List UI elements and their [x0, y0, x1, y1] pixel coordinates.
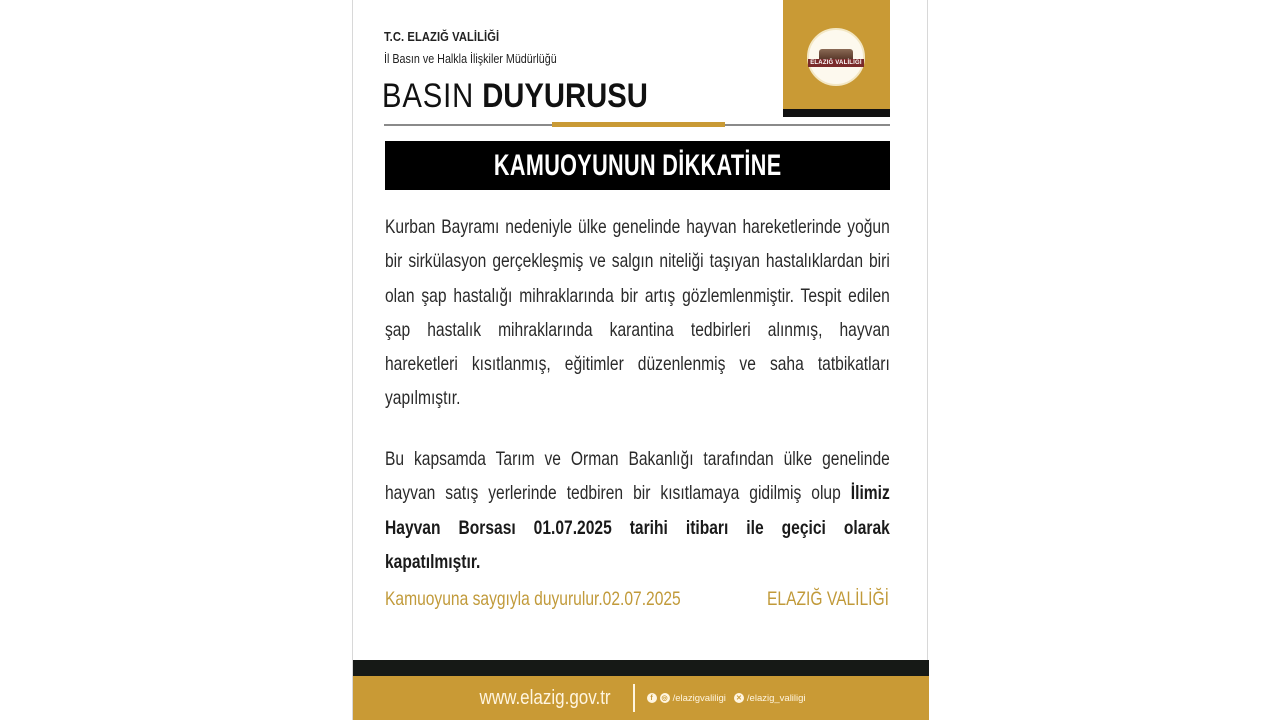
social-handle-x[interactable]: /elazig_valiligi — [746, 692, 806, 704]
department-name: İl Basın ve Halkla İlişkiler Müdürlüğü — [384, 52, 557, 66]
paragraph-1-text: Kurban Bayramı nedeniyle ülke genelinde hayvan hareketlerinde yoğun bir sirkülasyon gerçekleşmiş ve salgın niteliği taşıyan hastalıklardan biri olan şap hastalığı mihraklarında bir artış gözlemlenmiştir. Tespit edilen şap hastalık mihraklarında karantina tedbirleri alınmış, hayvan hareketleri kısıtlanmış, eğitimler düzenlenmiş ve saha tatbikatları yapılmıştır. — [385, 216, 890, 410]
attention-banner — [385, 141, 890, 190]
paragraph-2-regular: Bu kapsamda Tarım ve Orman Bakanlığı tarafından ülke genelinde hayvan satış yerlerinde tedbiren bir kısıtlamaya gidilmiş olup — [385, 448, 890, 505]
logo-label: ELAZIĞ VALİLİĞİ — [810, 60, 862, 66]
press-release-card — [352, 0, 928, 720]
logo-block — [783, 0, 890, 117]
closing-line: Kamuoyuna saygıyla duyurulur.02.07.2025 — [385, 588, 681, 610]
instagram-icon[interactable]: ◎ — [661, 695, 668, 702]
governorship-logo-icon — [807, 28, 865, 86]
paragraph-2-inner — [385, 442, 890, 579]
signature: ELAZIĞ VALİLİĞİ — [767, 588, 889, 610]
body-paragraph-2 — [385, 442, 890, 579]
social-handle-facebook-instagram[interactable]: /elazigvaliligi — [672, 692, 726, 704]
x-twitter-icon[interactable]: ✕ — [734, 693, 744, 703]
social-links — [647, 693, 814, 704]
castle-icon — [819, 49, 853, 59]
body-paragraph-1 — [385, 210, 890, 416]
page-title — [382, 76, 648, 116]
organization-name: T.C. ELAZIĞ VALİLİĞİ — [384, 29, 500, 44]
footer — [353, 676, 929, 720]
header-divider-accent — [552, 122, 725, 127]
facebook-icon[interactable]: f — [647, 693, 657, 703]
title-bold: DUYURUSU — [482, 77, 648, 115]
paragraph-2-bold: İlimiz Hayvan Borsası 01.07.2025 tarihi itibarı ile geçici olarak kapatılmıştır. — [385, 482, 890, 573]
title-light: BASIN — [382, 77, 475, 115]
logo-black-strip — [783, 109, 890, 117]
banner-text: KAMUOYUNUN DİKKATİNE — [493, 148, 782, 182]
footer-separator — [633, 684, 635, 712]
footer-black-band — [353, 660, 929, 676]
website-link[interactable]: www.elazig.gov.tr — [479, 686, 612, 709]
